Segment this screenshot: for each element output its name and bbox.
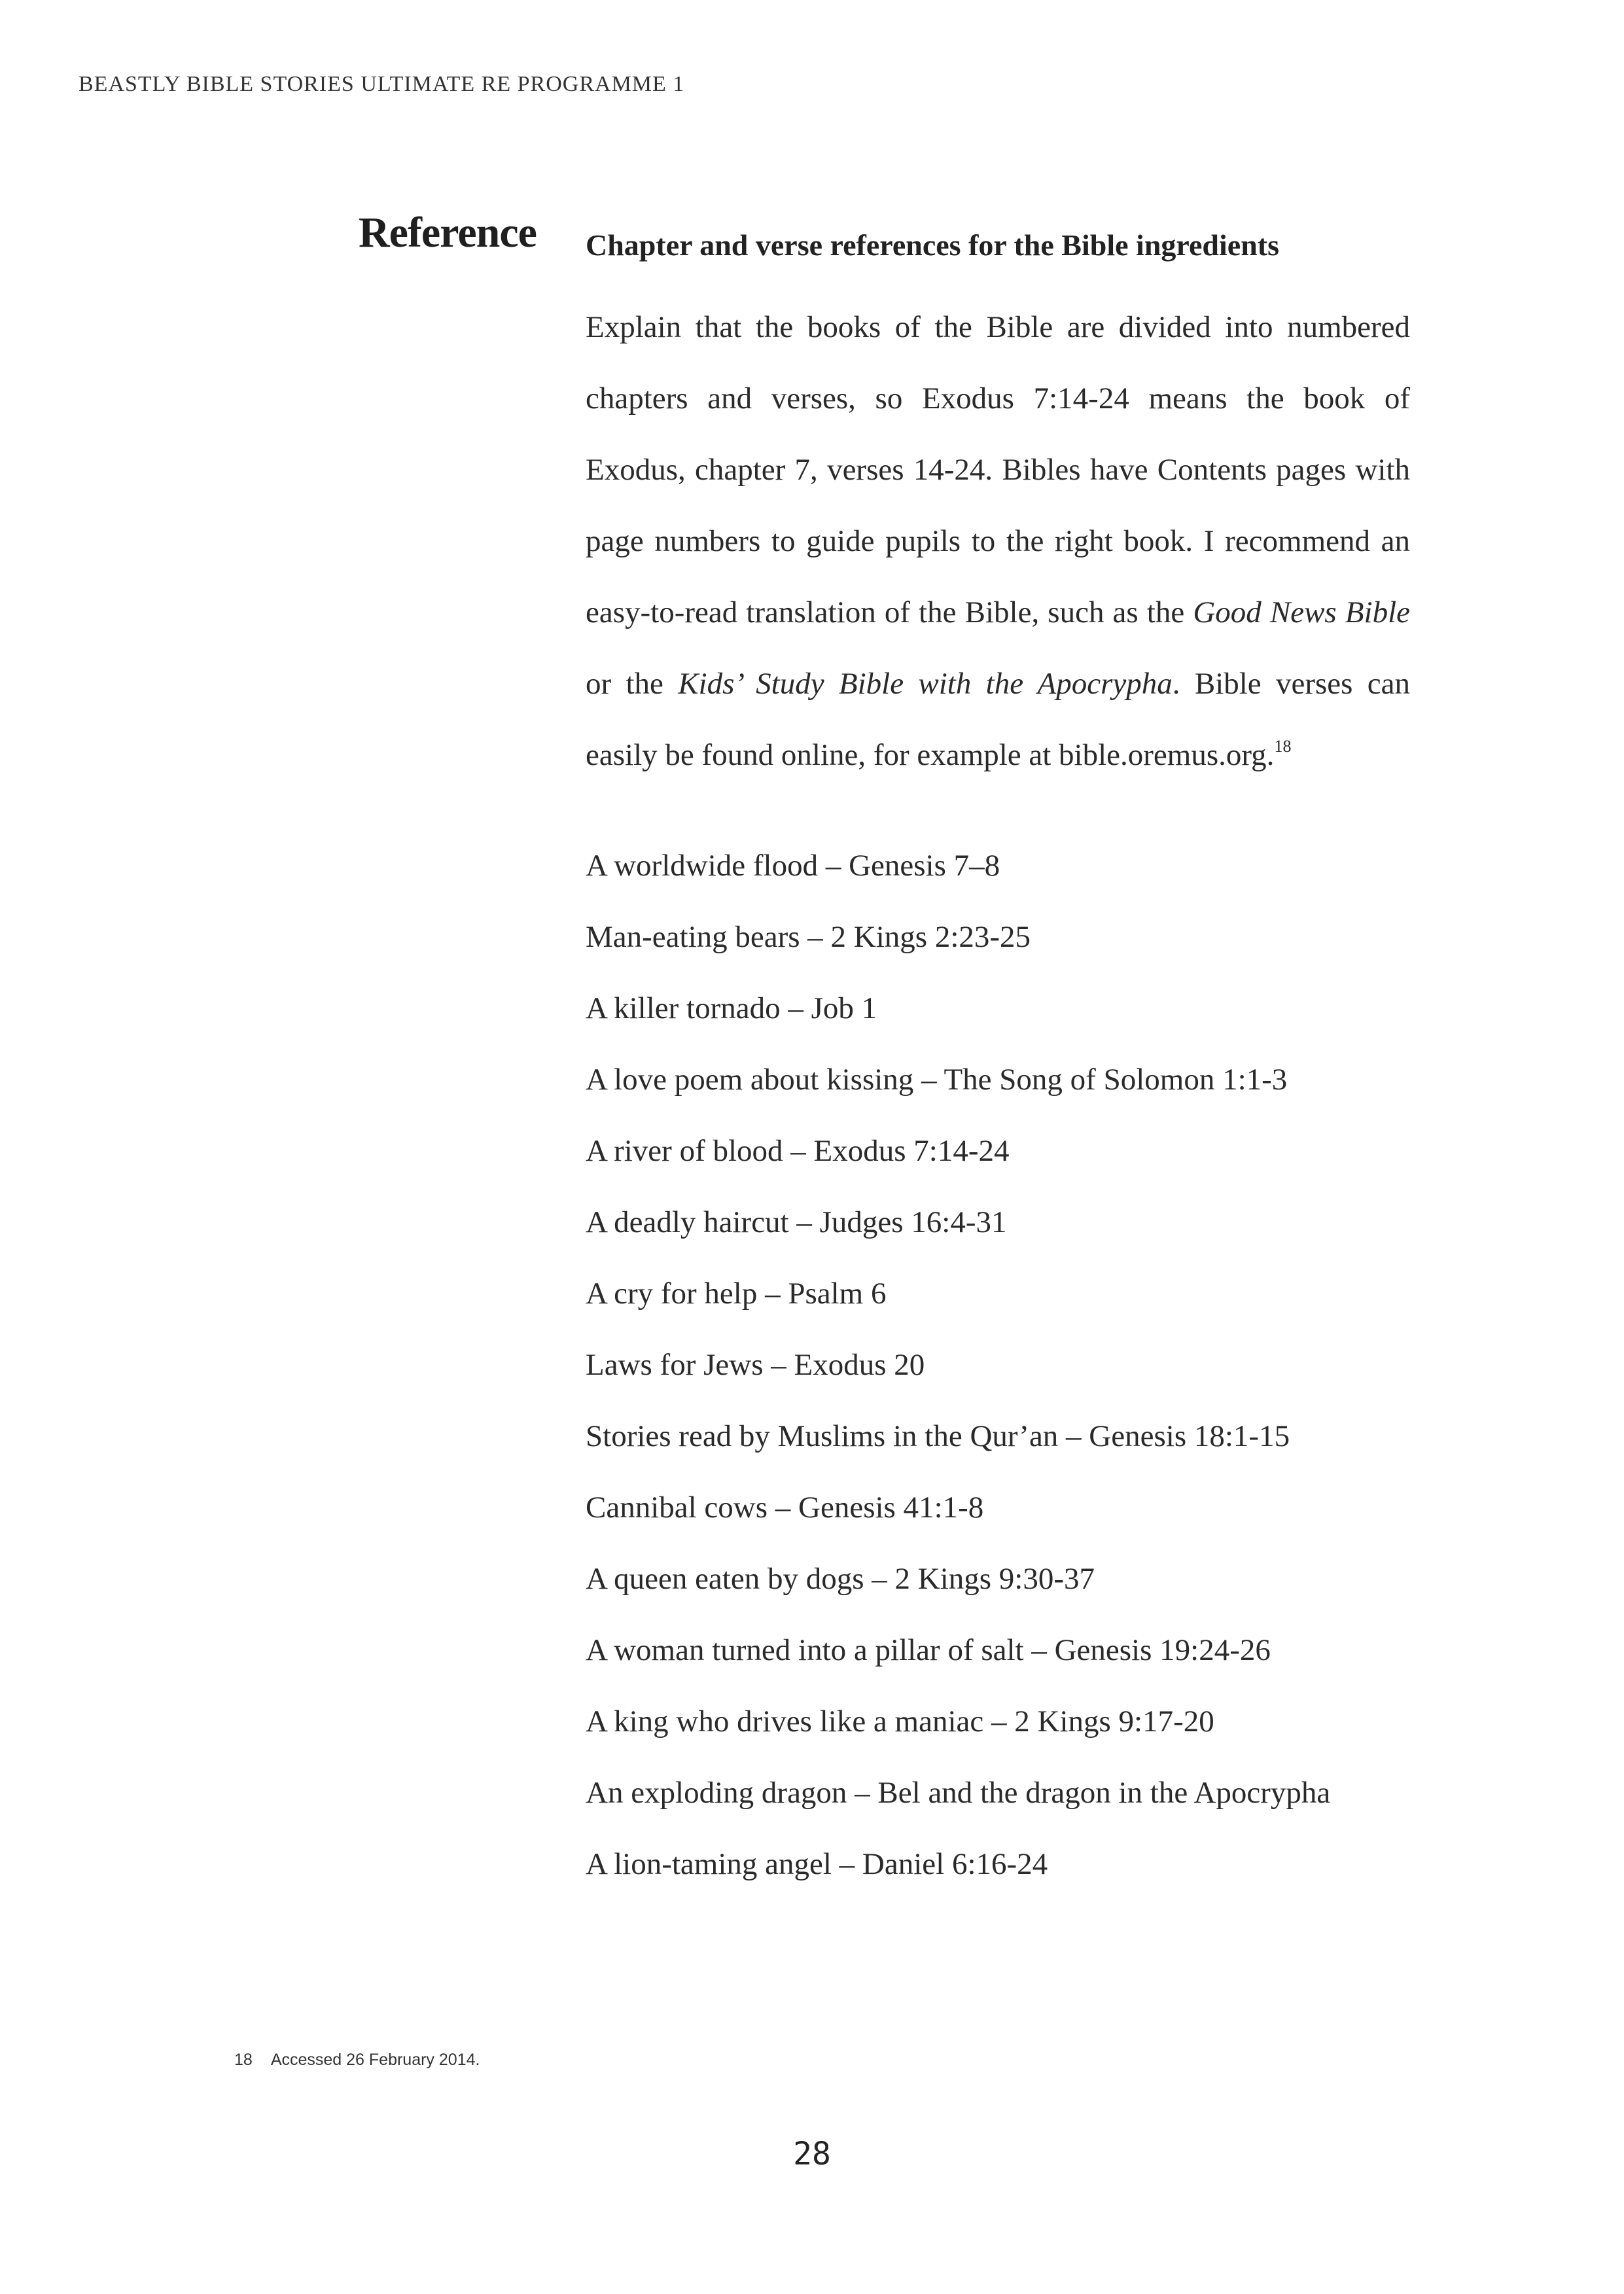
list-item: A queen eaten by dogs – 2 Kings 9:30-37: [586, 1562, 1095, 1596]
list-item: A deadly haircut – Judges 16:4-31: [586, 1205, 1007, 1239]
list-item: A woman turned into a pillar of salt – Genesis 19:24-26: [586, 1633, 1271, 1667]
section-label: Reference: [359, 209, 537, 256]
intro-italic-kids-study-bible: Kids’ Study Bible with the Apocrypha: [678, 667, 1173, 701]
subheading: Chapter and verse references for the Bible ingredients: [586, 228, 1279, 262]
intro-italic-good-news-bible: Good News Bible: [1193, 595, 1410, 629]
footnote-reference: 18: [1274, 737, 1292, 756]
running-header: BEASTLY BIBLE STORIES ULTIMATE RE PROGRAMME 1: [79, 72, 685, 96]
list-item: A king who drives like a maniac – 2 Kings 9:17-20: [586, 1704, 1214, 1738]
footnote-number: 18: [234, 2051, 253, 2069]
list-item: A love poem about kissing – The Song of Solomon 1:1-3: [586, 1063, 1288, 1097]
main-content: [586, 221, 1410, 1900]
ingredients-list: [586, 830, 1410, 1900]
list-item: An exploding dragon – Bel and the dragon in the Apocrypha: [586, 1776, 1331, 1810]
list-item: Man-eating bears – 2 Kings 2:23-25: [586, 920, 1031, 954]
list-item: Stories read by Muslims in the Qur’an – Genesis 18:1-15: [586, 1419, 1290, 1453]
intro-text-2: or the: [586, 667, 679, 701]
list-item: Laws for Jews – Exodus 20: [586, 1348, 925, 1382]
footnote-text: Accessed 26 February 2014.: [270, 2051, 480, 2069]
list-item: A worldwide flood – Genesis 7–8: [586, 849, 1000, 883]
page-number: 28: [793, 2136, 831, 2172]
list-item: Cannibal cows – Genesis 41:1-8: [586, 1491, 984, 1525]
list-item: A lion-taming angel – Daniel 6:16-24: [586, 1847, 1048, 1881]
intro-text-1: Explain that the books of the Bible are divided into numbered chapters and verses, so Exodus 7:14-24 means the book of Exodus, chapter 7, verses 14-24. Bibles have Contents pages with page numbers to guide pupils to the right book. I recommend an easy-to-read translation of the Bible, such as the: [586, 310, 1410, 629]
list-item: A river of blood – Exodus 7:14-24: [586, 1134, 1010, 1168]
list-item: A killer tornado – Job 1: [586, 991, 877, 1025]
footnote: [234, 2051, 480, 2070]
intro-paragraph: [586, 292, 1410, 791]
intro-text-3: . Bible verses can easily be found online, for example at bible.oremus.org.: [586, 667, 1410, 772]
list-item: A cry for help – Psalm 6: [586, 1277, 887, 1311]
